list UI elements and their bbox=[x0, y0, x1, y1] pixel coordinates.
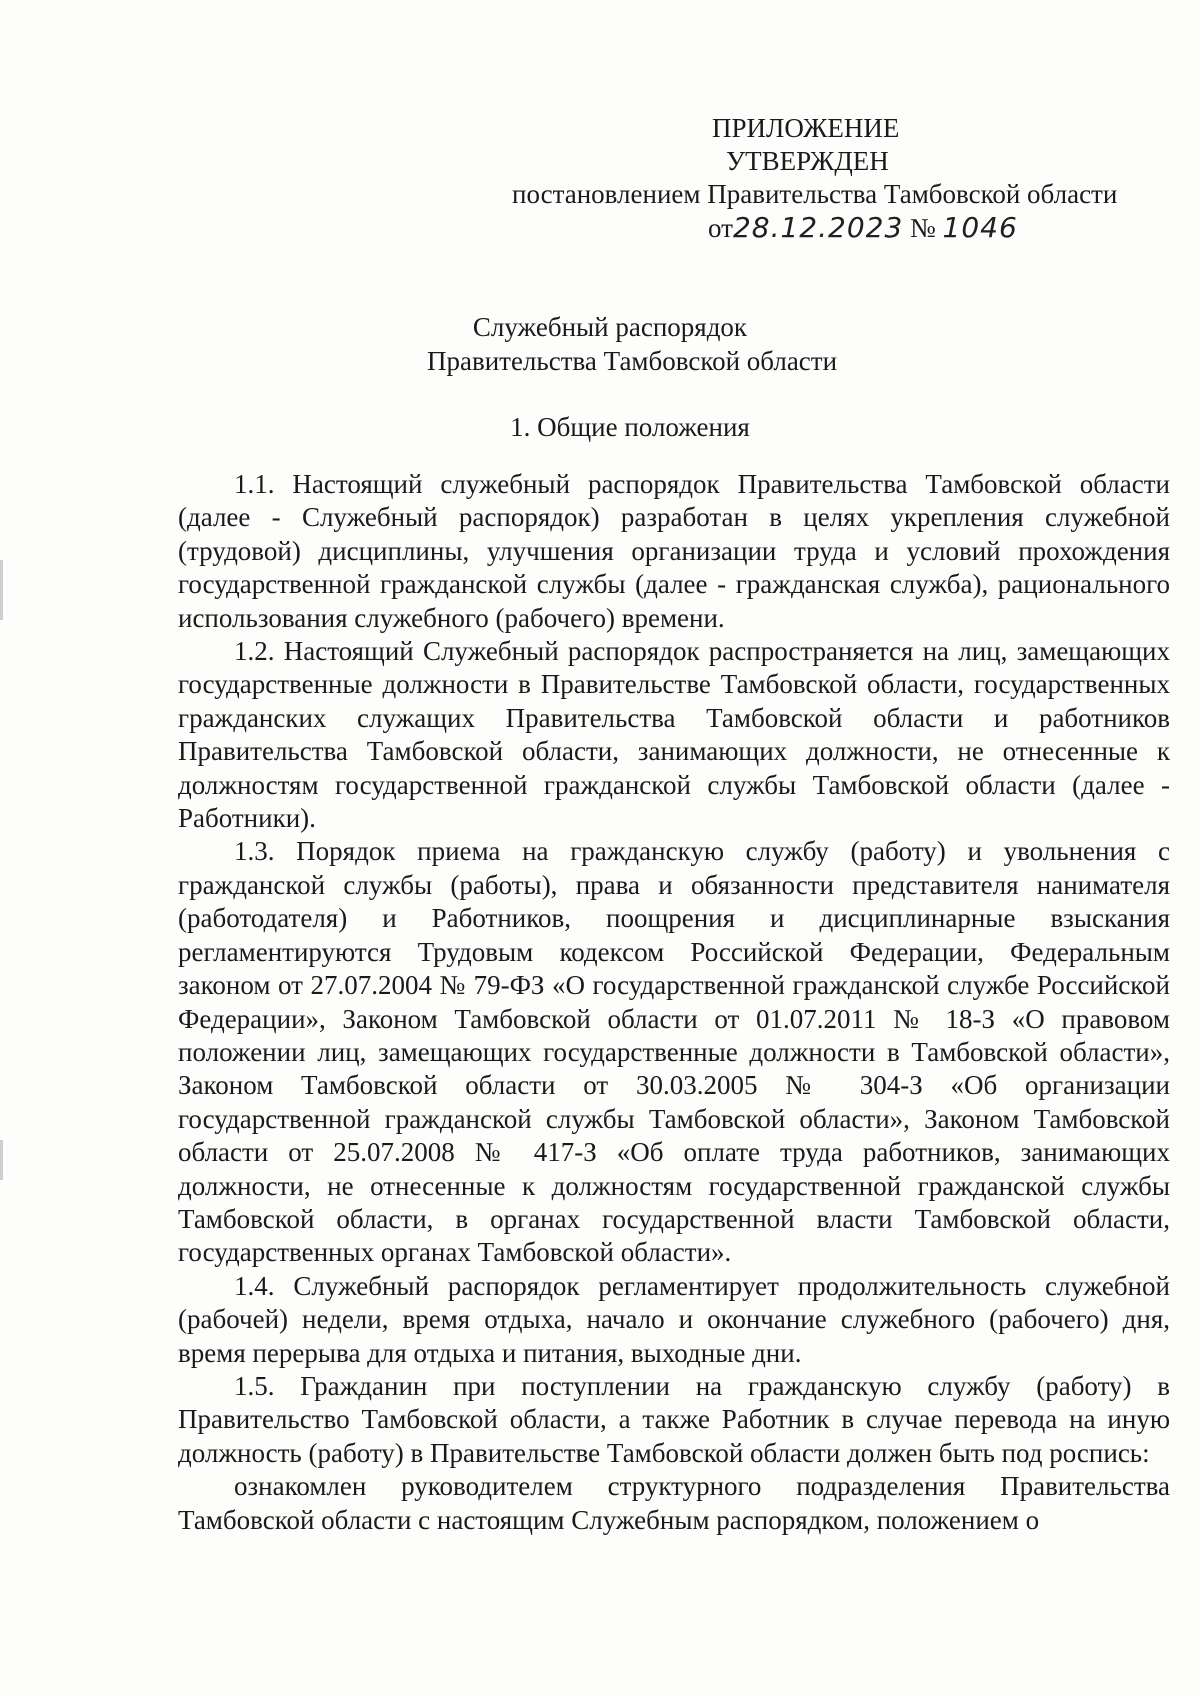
paragraph-1-4: 1.4. Служебный распорядок регламентирует продолжительность служебной (рабочей) недели, время отдыха, начало и окончание служебного (рабочего) дня, время перерыва для отдыха и питания, выходные дни. bbox=[178, 1270, 1170, 1368]
section-heading: 1. Общие положения bbox=[510, 412, 750, 442]
document-title bbox=[0, 310, 1200, 378]
handwritten-date: 28.12.2023 bbox=[732, 211, 904, 244]
number-sign: № bbox=[910, 213, 936, 243]
paragraph-1-1: 1.1. Настоящий служебный распорядок Правительства Тамбовской области (далее - Служебный распорядок) разработан в целях укрепления служебной (трудовой) дисциплины, улучшения организации труда и условий прохождения государственной гражданской службы (далее - гражданская служба), рационального использования служебного (рабочего) времени. bbox=[178, 469, 1170, 633]
date-prefix: от bbox=[708, 213, 733, 243]
paragraph-1-3: 1.3. Порядок приема на гражданскую службу (работу) и увольнения с гражданской службы (работы), права и обязанности представителя нанимателя (работодателя) и Работников, поощрения и дисциплинарные взыскания регламентируются Трудовым кодексом Российской Федерации, Федеральным законом от 27.07.2004 № 79-ФЗ «О государственной гражданской службе Российской Федерации», Законом Тамбовской области от 01.07.2011 № 18-З «О правовом положении лиц, замещающих государственные должности в Тамбовской области», Законом Тамбовской области от 30.03.2005 № 304-З «Об организации государственной гражданской службы Тамбовской области», Законом Тамбовской области от 25.07.2008 № 417-З «Об оплате труда работников, занимающих должности, не отнесенные к должностям государственной гражданской службы Тамбовской области, в органах государственной власти Тамбовской области, государственных органах Тамбовской области». bbox=[178, 836, 1170, 1268]
title-line-1: Служебный распорядок bbox=[472, 312, 748, 342]
handwritten-number: 1046 bbox=[942, 211, 1018, 244]
approved-label: УТВЕРЖДЕН bbox=[726, 146, 889, 176]
paragraph-1-2: 1.2. Настоящий Служебный распорядок распространяется на лиц, замещающих государственные должности в Правительстве Тамбовской области, государственных гражданских служащих Правительства Тамбовской области и работников Правительства Тамбовской области, занимающих должности, не отнесенные к должностям государственной гражданской службы Тамбовской области (далее - Работники). bbox=[178, 636, 1170, 834]
appendix-label: ПРИЛОЖЕНИЕ bbox=[712, 113, 900, 143]
scan-edge-mark bbox=[0, 560, 3, 620]
approval-block bbox=[500, 112, 1180, 245]
scan-edge-mark bbox=[0, 1140, 3, 1180]
section-body bbox=[178, 468, 1170, 1537]
paragraph-1-5-item: ознакомлен руководителем структурного подразделения Правительства Тамбовской области с настоящим Служебным распорядком, положением о bbox=[178, 1471, 1170, 1535]
paragraph-1-5: 1.5. Гражданин при поступлении на гражданскую службу (работу) в Правительство Тамбовской области, а также Работник в случае перевода на иную должность (работу) в Правительстве Тамбовской области должен быть под роспись: bbox=[178, 1370, 1170, 1468]
resolution-label: постановлением Правительства Тамбовской области bbox=[512, 179, 1118, 209]
title-line-2: Правительства Тамбовской области bbox=[426, 346, 838, 376]
date-number-line bbox=[500, 211, 1180, 245]
